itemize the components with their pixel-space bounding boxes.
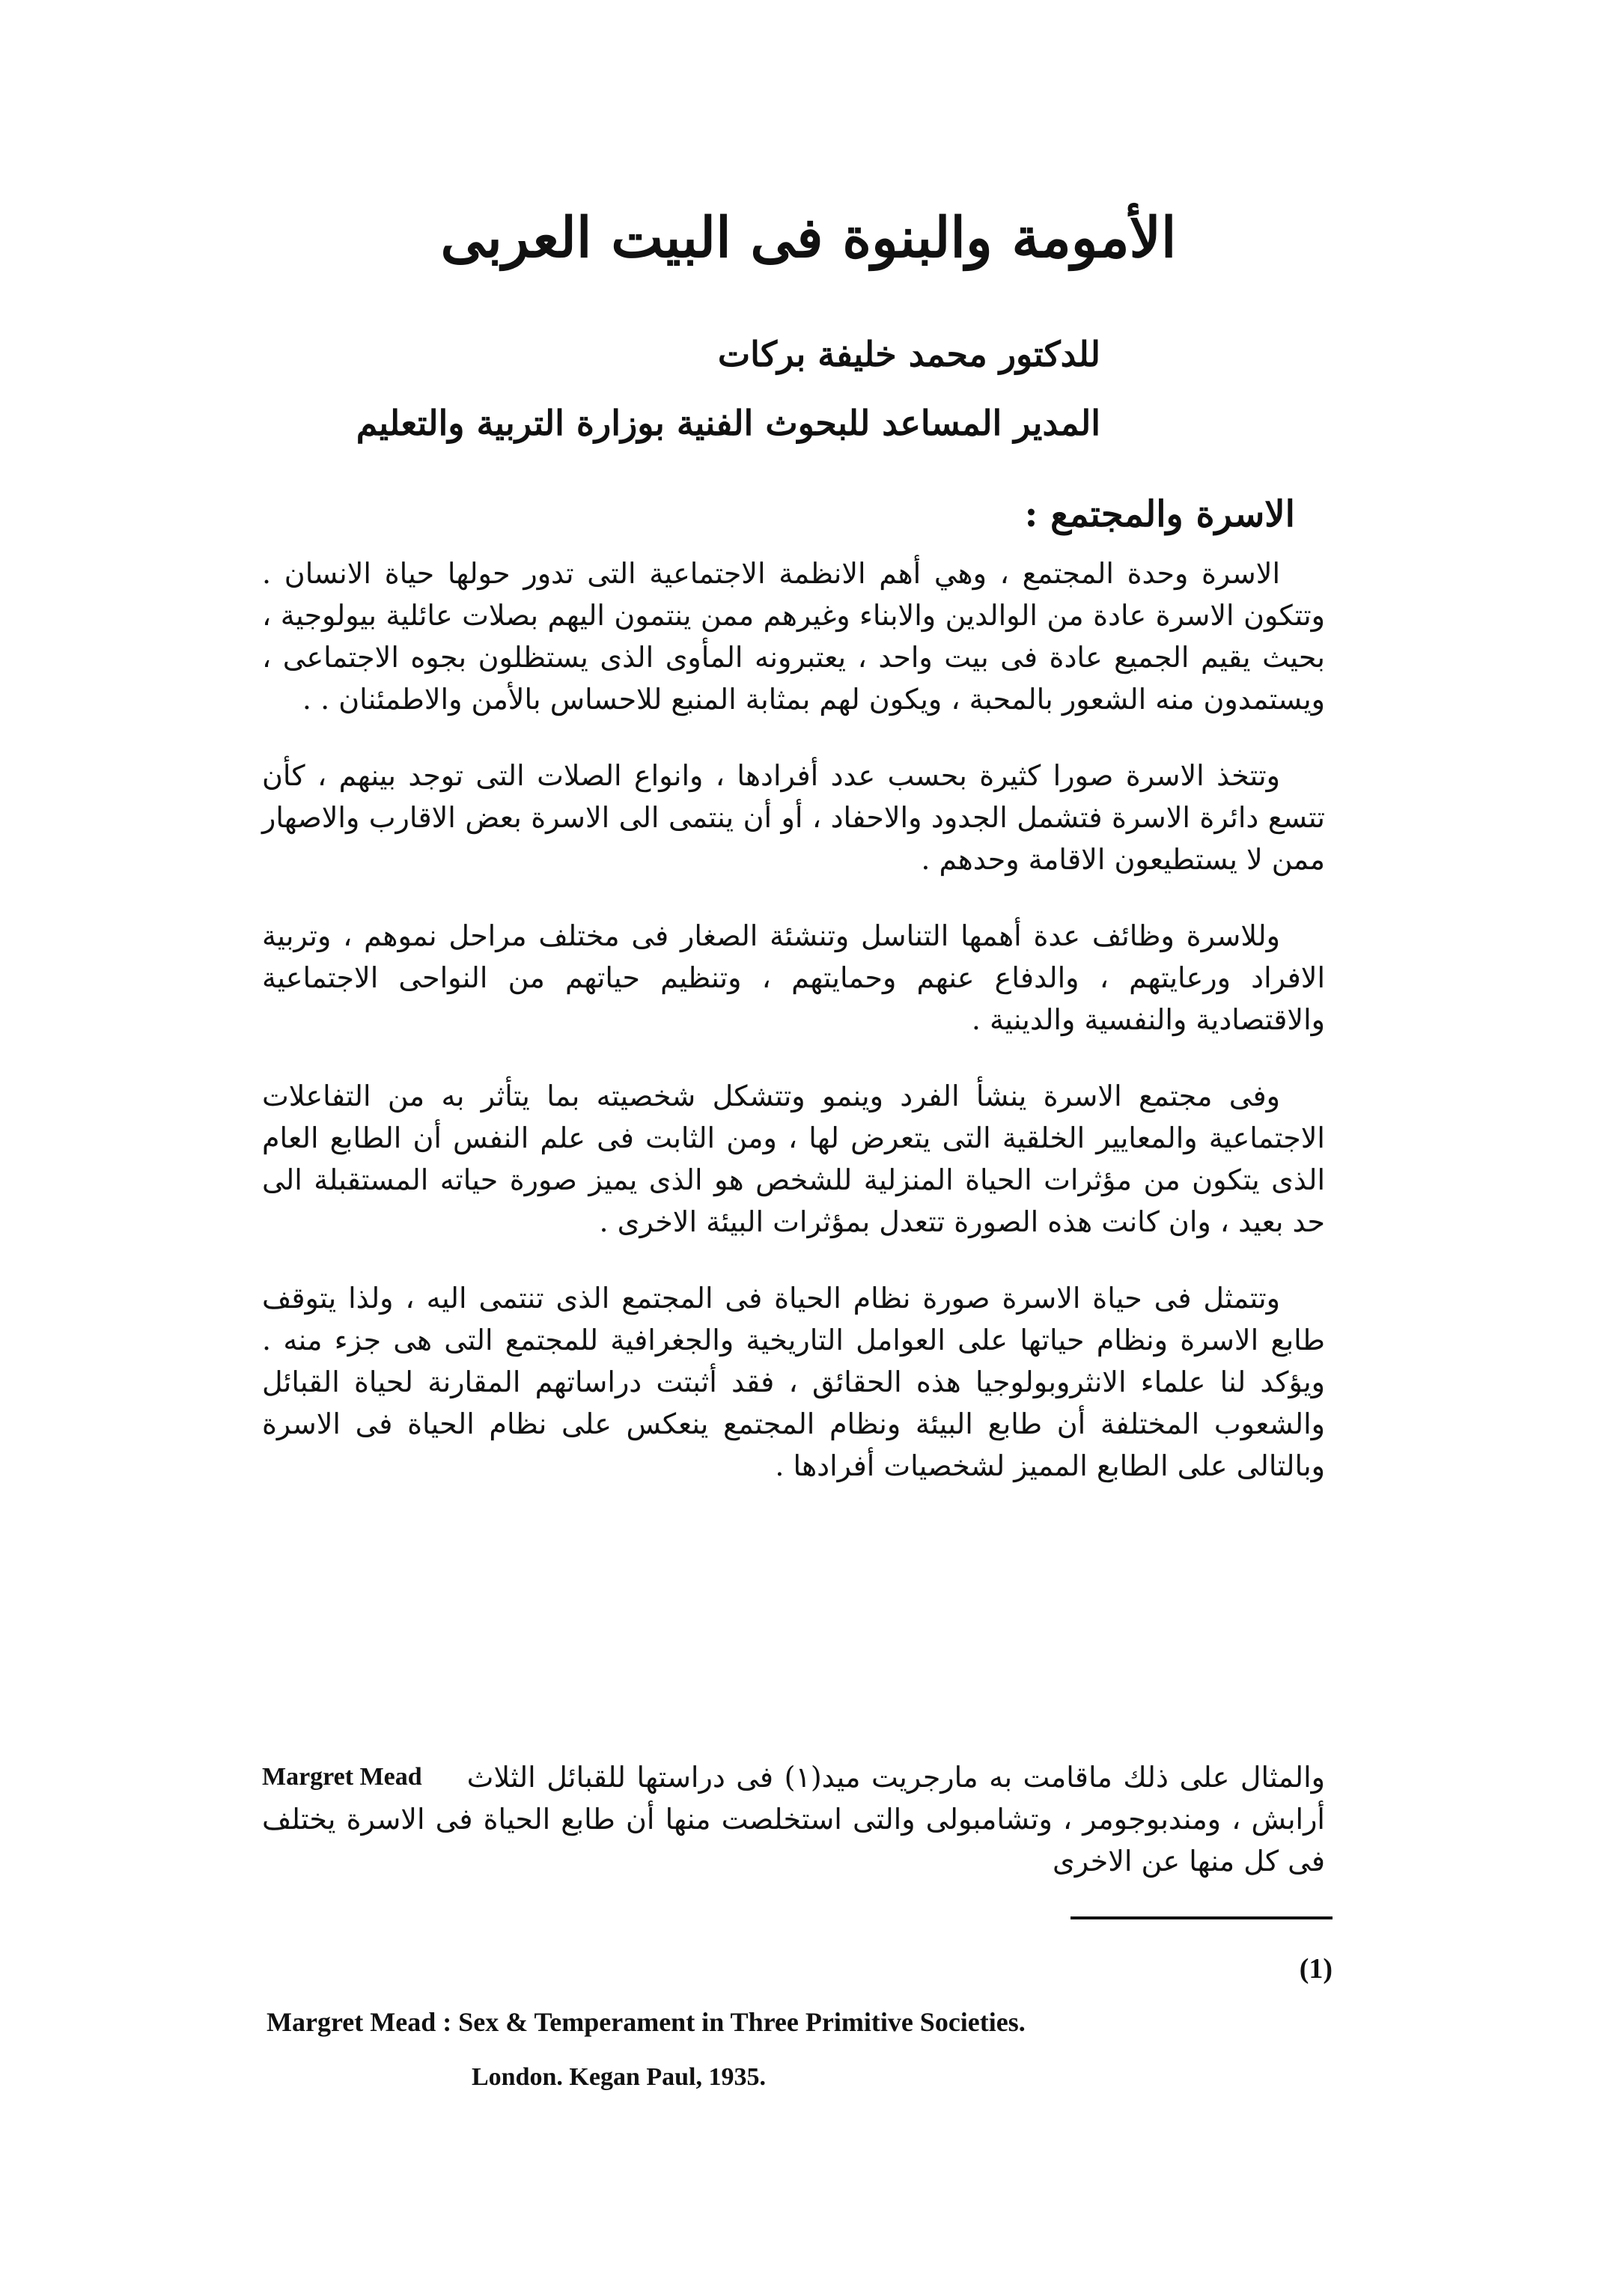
article-body <box>262 552 1325 1521</box>
author-affiliation: المدير المساعد للبحوث الفنية بوزارة التربية والتعليم <box>356 403 1100 443</box>
section-heading: الاسرة والمجتمع : <box>1024 493 1295 535</box>
paragraph: وتتمثل فى حياة الاسرة صورة نظام الحياة فى المجتمع الذى تنتمى اليه ، ولذا يتوقف طابع الاسرة ونظام حياتها على العوامل التاريخية والجغرافية للمجتمع التى هى جزء منه . ويؤكد لنا علماء الانثروبولوجيا هذه الحقائق ، فقد أثبتت دراساتهم المقارنة لحياة القبائل والشعوب المختلفة أن طابع البيئة ونظام المجتمع ينعكس على نظام الحياة فى الاسرة وبالتالى على الطابع المميز لشخصيات أفرادها . <box>262 1282 1325 1482</box>
footnote-citation: Margret Mead : Sex & Temperament in Three Primitive Societies. <box>267 2007 1026 2037</box>
paragraph: وللاسرة وظائف عدة أهمها التناسل وتنشئة الصغار فى مختلف مراحل نموهم ، وتربية الافراد ورعايتهم ، والدفاع عنهم وحمايتهم ، وتنظيم حياتهم من النواحى الاجتماعية والاقتصادية والنفسية والدينية . <box>262 919 1325 1036</box>
last-paragraph <box>262 1756 1325 1882</box>
footnote-publisher: London. Kegan Paul, 1935. <box>472 2063 766 2091</box>
article-title: الأمومة والبنوة فى البيت العربى <box>440 206 1177 270</box>
author-line: للدكتور محمد خليفة بركات <box>717 334 1100 374</box>
paragraph: وفى مجتمع الاسرة ينشأ الفرد وينمو وتتشكل شخصيته بما يتأثر به من التفاعلات الاجتماعية والمعايير الخلقية التى يتعرض لها ، ومن الثابت فى علم النفس أن الطابع العام الذى يتكون من مؤثرات الحياة المنزلية للشخص هو الذى يميز صورة حياته المستقبلة الى حد بعيد ، وان كانت هذه الصورة تتعدل بمؤثرات البيئة الاخرى . <box>262 1080 1326 1238</box>
footnote-marker: (1) <box>1299 1953 1333 1985</box>
latin-name-inline: Margret Mead <box>262 1763 422 1791</box>
footnote-divider <box>1070 1916 1333 1919</box>
paragraph: الاسرة وحدة المجتمع ، وهي أهم الانظمة الاجتماعية التى تدور حولها حياة الانسان . وتتكون الاسرة عادة من الوالدين والابناء وغيرهم ممن ينتمون اليهم بصلات عائلية بيولوجية ، بحيث يقيم الجميع عادة فى بيت واحد ، يعتبرونه المأوى الذى يستظلون بجوه الاجتماعى ، ويستمدون منه الشعور بالمحبة ، ويكون لهم بمثابة المنبع للاحساس بالأمن والاطمئنان . . <box>262 557 1325 716</box>
last-paragraph-text: والمثال على ذلك ماقامت به مارجريت ميد(١) فى دراستها للقبائل الثلاث أرابش ، ومندبوجومر ، وتشامبولى والتى استخلصت منها أن طابع الحياة فى الاسرة يختلف فى كل منها عن الاخرى <box>262 1761 1325 1878</box>
paragraph: وتتخذ الاسرة صورا كثيرة بحسب عدد أفرادها ، وانواع الصلات التى توجد بينهم ، كأن تتسع دائرة الاسرة فتشمل الجدود والاحفاد ، أو أن ينتمى الى الاسرة بعض الاقارب والاصهار ممن لا يستطيعون الاقامة وحدهم . <box>262 759 1325 876</box>
